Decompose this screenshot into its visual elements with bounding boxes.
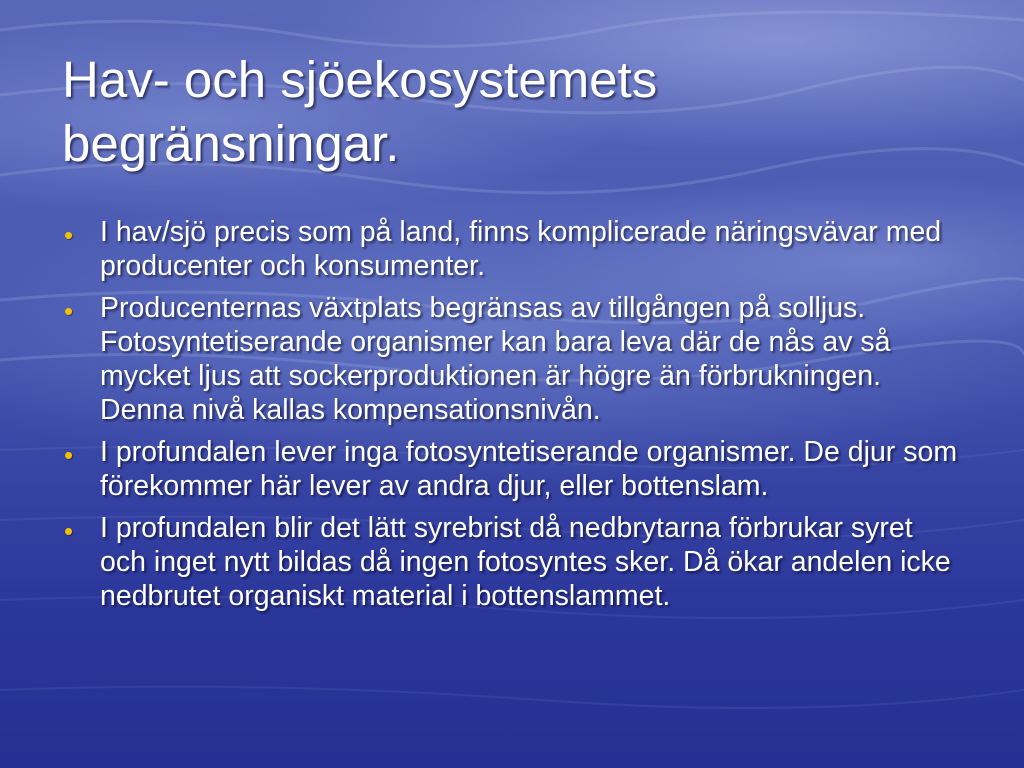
bullet-list bbox=[62, 215, 962, 621]
bullet-dot-icon: • bbox=[64, 296, 74, 326]
bullet-item bbox=[62, 215, 962, 283]
bullet-dot-icon: • bbox=[64, 440, 74, 470]
bullet-item bbox=[62, 291, 962, 427]
bullet-text: I hav/sjö precis som på land, finns komplicerade näringsvävar med producenter och konsumenter. bbox=[100, 216, 942, 282]
slide-title-line-2: begränsningar. bbox=[62, 115, 400, 172]
slide-title-line-1: Hav- och sjöekosystemets bbox=[62, 51, 658, 108]
bullet-dot-icon: • bbox=[64, 220, 74, 250]
bullet-item bbox=[62, 511, 962, 613]
slide-title bbox=[62, 48, 962, 176]
bullet-text: I profundalen blir det lätt syrebrist då nedbrytarna förbrukar syret och inget nytt bildas då ingen fotosyntes sker. Då ökar andelen icke nedbrutet organiskt material i bottenslammet. bbox=[100, 512, 951, 612]
bullet-text: Producenternas växtplats begränsas av tillgången på solljus. Fotosyntetiserande organismer kan bara leva där de nås av så mycket ljus att sockerproduktionen är högre än förbrukningen. Denna nivå kallas kompensationsnivån. bbox=[100, 292, 891, 426]
bullet-item bbox=[62, 435, 962, 503]
bullet-text: I profundalen lever inga fotosyntetiserande organismer. De djur som förekommer här lever av andra djur, eller bottenslam. bbox=[100, 436, 958, 502]
bullet-dot-icon: • bbox=[64, 516, 74, 546]
